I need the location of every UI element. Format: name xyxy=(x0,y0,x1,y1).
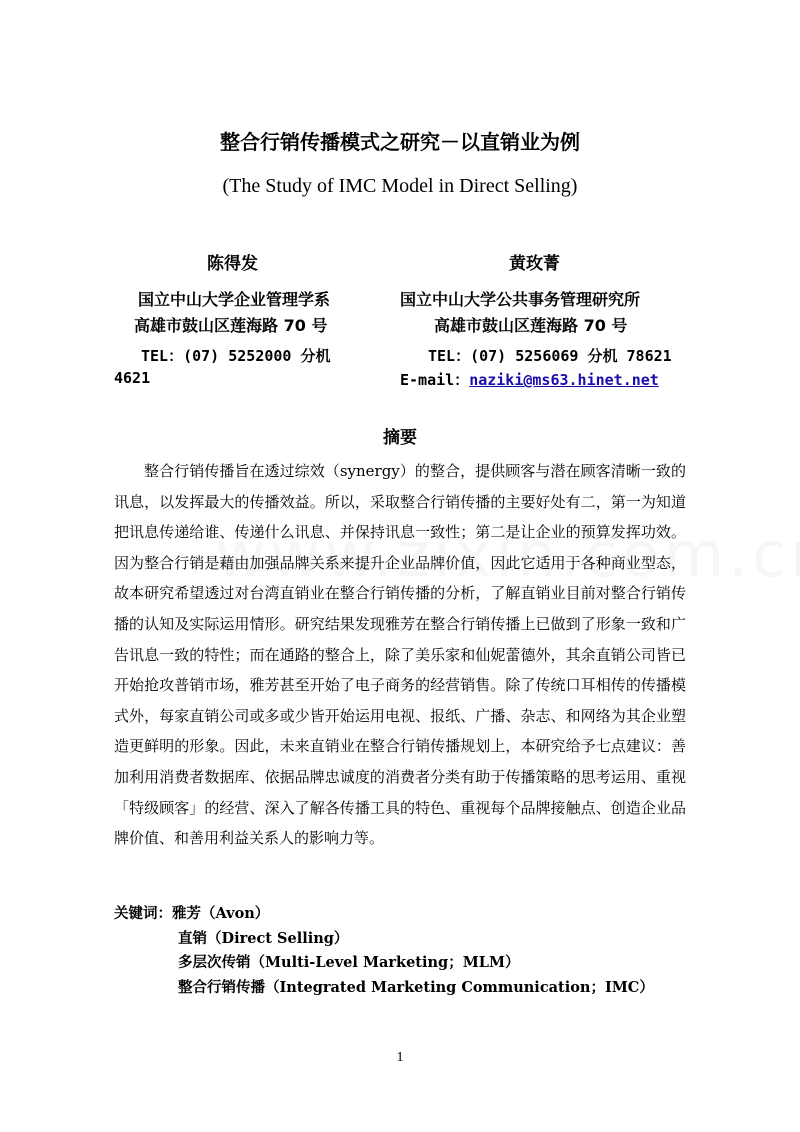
keyword-item: 整合行销传播（Integrated Marketing Communication；IMC） xyxy=(178,978,654,996)
keyword-row xyxy=(114,951,654,976)
keyword-row xyxy=(114,902,654,927)
author-2-name: 黄玫菁 xyxy=(509,254,560,274)
author-2-affiliation: 国立中山大学公共事务管理研究所 xyxy=(400,290,641,309)
author-1-tel: TEL：(07) 5252000 分机 xyxy=(141,347,331,365)
author-1-tel-ext: 4621 xyxy=(114,369,151,387)
keyword-row xyxy=(114,976,654,1001)
keyword-item: 多层次传销（Multi-Level Marketing；MLM） xyxy=(178,954,520,971)
email-label: E-mail： xyxy=(400,371,470,389)
author-2-address: 高雄市鼓山区莲海路 70 号 xyxy=(434,316,628,335)
keyword-row xyxy=(114,927,654,952)
paper-title: 整合行销传播模式之研究－以直销业为例 xyxy=(220,130,580,154)
author-2-tel: TEL：(07) 5256069 分机 78621 xyxy=(428,347,672,365)
paper-subtitle: (The Study of IMC Model in Direct Selling) xyxy=(222,175,578,197)
keywords-block xyxy=(114,902,654,1000)
author-1-affiliation: 国立中山大学企业管理学系 xyxy=(138,290,331,309)
abstract-heading: 摘要 xyxy=(383,428,417,448)
page-number: 1 xyxy=(396,1050,404,1065)
keywords-label: 关键词： xyxy=(114,905,172,922)
keyword-item: 雅芳（Avon） xyxy=(172,905,270,922)
keyword-item: 直销（Direct Selling） xyxy=(178,929,349,947)
email-link[interactable]: naziki@ms63.hinet.net xyxy=(469,371,659,389)
abstract-body: 整合行销传播旨在透过综效（synergy）的整合，提供顾客与潜在顾客清晰一致的讯息，以发挥最大的传播效益。所以，采取整合行销传播的主要好处有二，第一为知道把讯息传递给谁、传递什么讯息、并保持讯息一致性；第二是让企业的预算发挥功效。因为整合行销是藉由加强品牌关系来提升企业品牌价值，因此它适用于各种商业型态，故本研究希望透过对台湾直销业在整合行销传播的分析，了解直销业目前对整合行销传播的认知及实际运用情形。研究结果发现雅芳在整合行销传播上已做到了形象一致和广告讯息一致的特性；而在通路的整合上，除了美乐家和仙妮蕾德外，其余直销公司皆已开始抢攻普销市场，雅芳甚至开始了电子商务的经营销售。除了传统口耳相传的传播模式外，每家直销公司或多或少皆开始运用电视、报纸、广播、杂志、和网络为其企业塑造更鲜明的形象。因此，未来直销业在整合行销传播规划上，本研究给予七点建议：善加利用消费者数据库、依据品牌忠诚度的消费者分类有助于传播策略的思考运用、重视「特级顾客」的经营、深入了解各传播工具的特色、重视每个品牌接触点、创造企业品牌价值、和善用利益关系人的影响力等。 xyxy=(114,462,686,848)
author-1-name: 陈得发 xyxy=(207,254,258,274)
author-2-email-line xyxy=(400,369,659,390)
author-1-address: 高雄市鼓山区莲海路 70 号 xyxy=(134,316,328,335)
